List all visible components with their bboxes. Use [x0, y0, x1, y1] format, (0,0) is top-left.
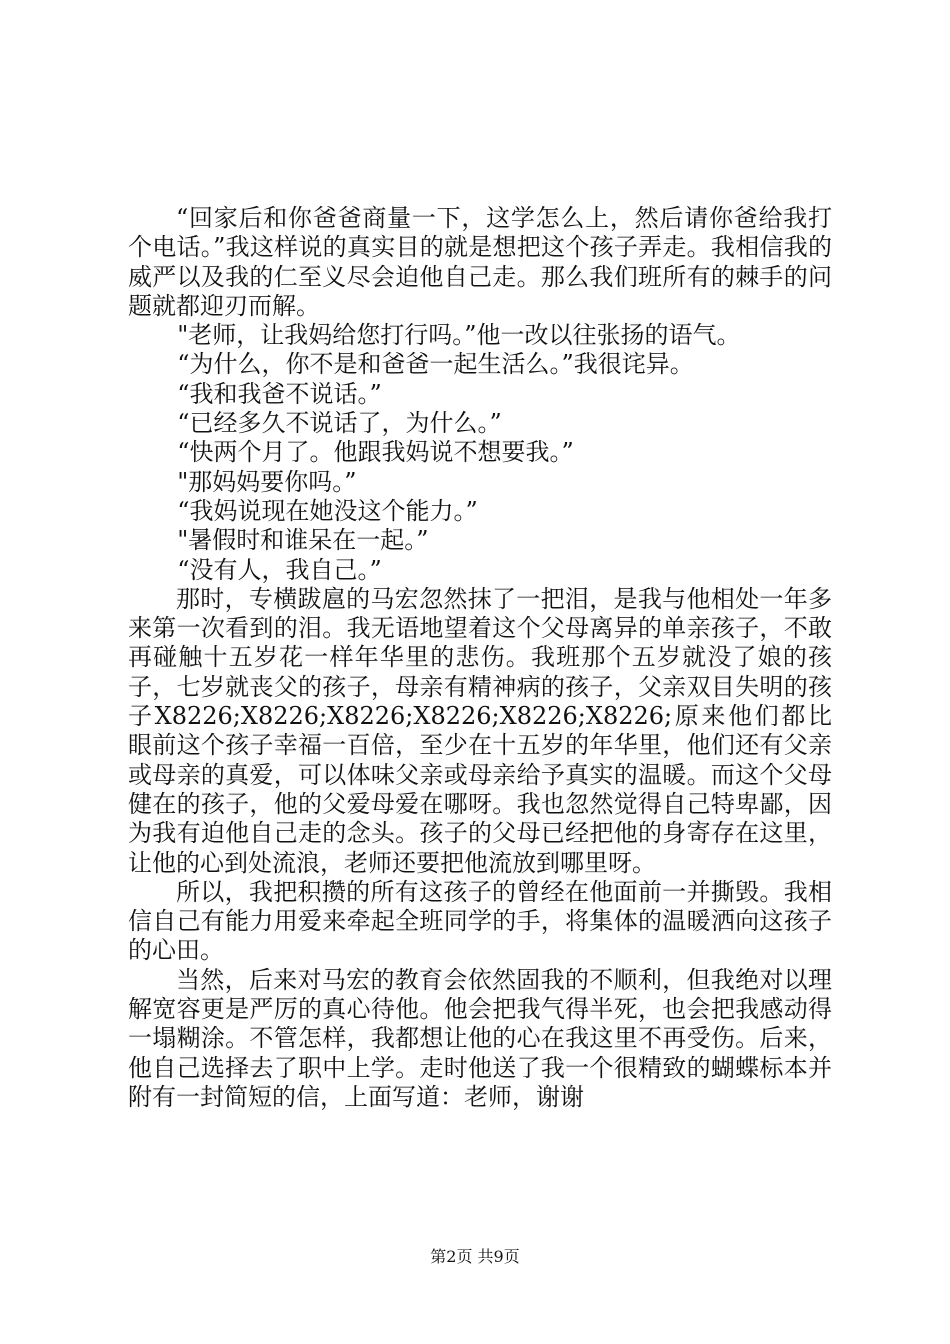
- document-body: [128, 204, 832, 1112]
- paragraph: “我妈说现在她没这个能力。”: [177, 496, 478, 525]
- paragraph: 那时，专横跋扈的马宏忽然抹了一把泪，是我与他相处一年多来第一次看到的泪。我无语地望着这个父母离异的单亲孩子，不敢再碰触十五岁花一样年华里的悲伤。我班那个五岁就没了娘的孩子，七岁就丧父的孩子，母亲有精神病的孩子，父亲双目失明的孩子X8226;X8226;X8226;X8226;X8226;X8226;原来他们都比眼前这个孩子幸福一百倍，至少在十五岁的年华里，他们还有父亲或母亲的真爱，可以体味父亲或母亲给予真实的温暖。而这个父母健在的孩子，他的父爱母爱在哪呀。我也忽然觉得自己特卑鄙，因为我有迫他自己走的念头。孩子的父母已经把他的身寄存在这里，让他的心到处流浪，老师还要把他流放到哪里呀。: [128, 584, 832, 877]
- paragraph: “为什么，你不是和爸爸一起生活么。”我很诧异。: [177, 350, 694, 379]
- paragraph: “我和我爸不说话。”: [177, 379, 382, 408]
- paragraph: "那妈妈要你吗。”: [177, 467, 357, 496]
- paragraph: “没有人，我自己。”: [177, 555, 382, 584]
- paragraph: 所以，我把积攒的所有这孩子的曾经在他面前一并撕毁。我相信自己有能力用爱来牵起全班同学的手，将集体的温暖洒向这孩子的心田。: [128, 877, 832, 965]
- paragraph: "老师，让我妈给您打行吗。”他一改以往张扬的语气。: [177, 321, 741, 350]
- paragraph: 当然，后来对马宏的教育会依然固我的不顺利，但我绝对以理解宽容更是严厉的真心待他。他会把我气得半死，也会把我感动得一塌糊涂。不管怎样，我都想让他的心在我这里不再受伤。后来，他自己选择去了职中上学。走时他送了我一个很精致的蝴蝶标本并附有一封简短的信，上面写道：老师，谢谢: [128, 965, 832, 1111]
- paragraph: “快两个月了。他跟我妈说不想要我。”: [177, 438, 574, 467]
- paragraph: “回家后和你爸爸商量一下，这学怎么上，然后请你爸给我打个电话。”我这样说的真实目的就是想把这个孩子弄走。我相信我的威严以及我的仁至义尽会迫他自己走。那么我们班所有的棘手的问题就都迎刃而解。: [128, 204, 832, 320]
- paragraph: "暑假时和谁呆在一起。”: [177, 526, 429, 555]
- page-number-footer: 第2页 共9页: [430, 1247, 520, 1266]
- paragraph: “已经多久不说话了，为什么。”: [177, 409, 502, 438]
